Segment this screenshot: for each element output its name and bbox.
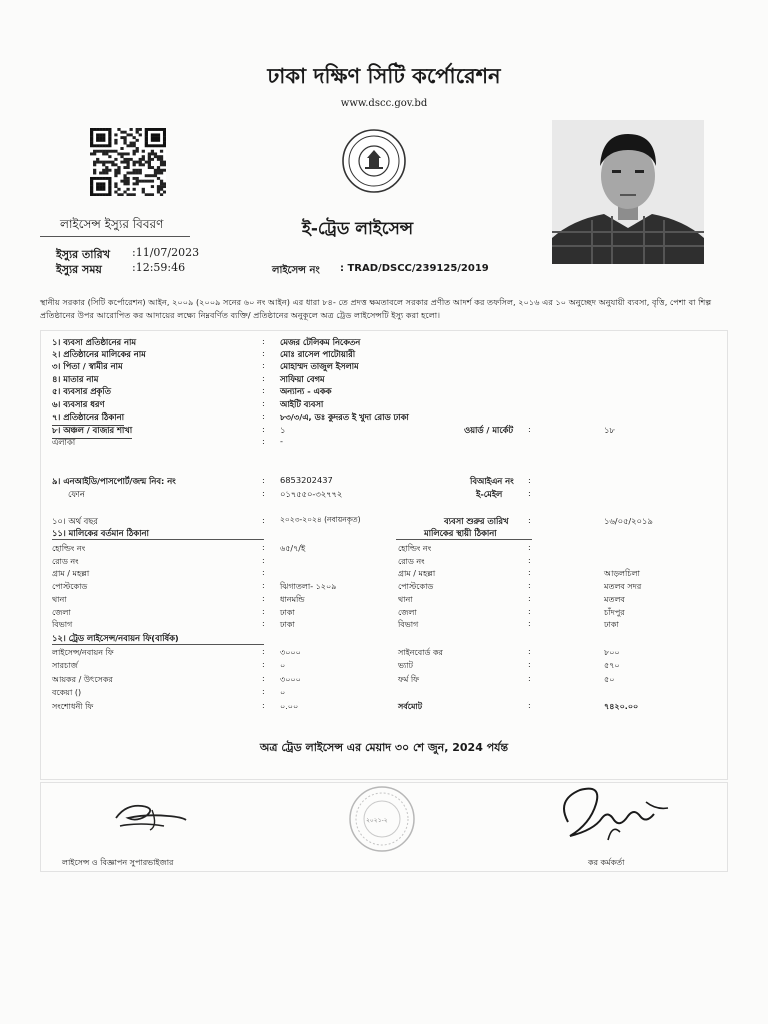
current-address-value: ৬৫/৭/ই bbox=[280, 544, 306, 553]
field-value: মেজর টেলিকম নিকেতন bbox=[280, 337, 361, 347]
business-start-label: ব্যবসা শুরুর তারিখ bbox=[444, 516, 509, 526]
license-number-label: লাইসেন্স নং bbox=[272, 265, 320, 276]
current-address-value: ঢাকা bbox=[280, 620, 295, 630]
fee-label: আয়কর / উৎসেকর bbox=[52, 674, 113, 684]
permanent-address-heading: মালিকের স্থায়ী ঠিকানা bbox=[424, 528, 497, 538]
permanent-address-label: হোল্ডিং নং bbox=[398, 544, 432, 553]
website-url[interactable]: www.dscc.gov.bd bbox=[340, 98, 428, 109]
issue-date-value: :11/07/2023 bbox=[132, 246, 200, 259]
permanent-address-colon: : bbox=[528, 606, 531, 616]
fee-colon: : bbox=[262, 700, 265, 710]
field-label: ৩। পিতা / স্বামীর নাম bbox=[52, 361, 123, 371]
field-value: মোহাম্মদ তাজুল ইসলাম bbox=[280, 361, 359, 371]
permanent-address-colon: : bbox=[528, 568, 531, 578]
issue-time-value: :12:59:46 bbox=[132, 261, 186, 274]
field-value: অন্যান্য - একক bbox=[280, 386, 332, 396]
fee-value: ৩০০০ bbox=[280, 648, 301, 657]
current-address-value: ধানমন্ডি bbox=[280, 594, 305, 604]
field-label: ৭। প্রতিষ্ঠানের ঠিকানা bbox=[52, 411, 124, 426]
fee-extra-label: সাইনবোর্ড কর bbox=[398, 648, 443, 657]
current-address-label: বিভাগ bbox=[52, 620, 73, 630]
zone-colon: : bbox=[262, 424, 265, 434]
current-address-value: ঝিগাতলা- ১২০৯ bbox=[280, 582, 337, 592]
permanent-address-value: ঢাকা bbox=[604, 620, 619, 630]
fee-label: লাইসেন্স/নবায়ন ফি bbox=[52, 648, 114, 657]
fee-value: ০.০০ bbox=[280, 701, 299, 711]
supervisor-caption: লাইসেন্স ও বিজ্ঞাপন সুপারভাইজার bbox=[62, 858, 174, 867]
ward-value: ১৮ bbox=[604, 425, 615, 435]
fee-label: বকেয়া () bbox=[52, 688, 82, 698]
license-preamble: স্থানীয় সরকার (সিটি কর্পোরেশন) আইন, ২০০৯ (২০০৯ সনের ৬০ নং আইন) এর ধারা ৮৪- তে প্রদত্ত ক্ষমতাবলে সরকার প্রণীত আদর্শ কর তফসিল, ২০১৬ এর ১০ অনুচ্ছেদ অনুযায়ী ব্যবসা, বৃত্তি, পেশা বা শিল্প প্রতিষ্ঠানের উপর আরোপিত কর আদায়ের লক্ষ্যে নিম্নবর্ণিত ব্যক্তি/ প্রতিষ্ঠানের অনুকূলে অত্র ট্রেড লাইসেন্সটি ইস্যু করা হলো। bbox=[40, 297, 712, 320]
fiscal-year-colon: : bbox=[262, 515, 265, 525]
fee-extra-colon: : bbox=[528, 647, 531, 656]
field-colon: : bbox=[262, 398, 265, 408]
fee-label: সারচার্জ bbox=[52, 661, 78, 671]
tax-officer-caption: কর কর্মকর্তা bbox=[588, 858, 625, 867]
fee-colon: : bbox=[262, 687, 265, 697]
fee-extra-value: ৫০ bbox=[604, 674, 615, 684]
fee-colon: : bbox=[262, 673, 265, 683]
field-colon: : bbox=[262, 348, 265, 358]
permanent-address-value: আড়লচিলা bbox=[604, 569, 640, 579]
fee-extra-colon: : bbox=[528, 673, 531, 683]
fee-extra-value: ৮০০ bbox=[604, 648, 620, 657]
bin-colon: : bbox=[528, 475, 531, 485]
corporation-seal-icon bbox=[336, 128, 412, 194]
issue-time-label: ইস্যুর সময় bbox=[56, 263, 102, 276]
fee-label: সংশোধনী ফি bbox=[52, 701, 94, 711]
current-address-colon: : bbox=[262, 543, 265, 552]
permanent-address-divider bbox=[396, 539, 532, 540]
permanent-address-label: জেলা bbox=[398, 607, 417, 617]
field-colon: : bbox=[262, 411, 265, 421]
field-value: আইটি ব্যবসা bbox=[280, 399, 324, 409]
current-address-label: হোল্ডিং নং bbox=[52, 544, 86, 553]
current-address-colon: : bbox=[262, 568, 265, 578]
permanent-address-label: পোস্টকোড bbox=[398, 582, 434, 592]
area-colon: : bbox=[262, 436, 265, 446]
current-address-colon: : bbox=[262, 606, 265, 616]
fee-colon: : bbox=[262, 647, 265, 656]
current-address-colon: : bbox=[262, 619, 265, 629]
business-start-value: ১৬/০৫/২০১৯ bbox=[604, 516, 653, 526]
fee-extra-value: ৭৪২০.০০ bbox=[604, 701, 639, 711]
license-title: ই-ট্রেড লাইসেন্স bbox=[302, 219, 414, 239]
field-colon: : bbox=[262, 360, 265, 370]
current-address-label: থানা bbox=[52, 594, 67, 604]
fees-divider bbox=[52, 644, 264, 645]
current-address-colon: : bbox=[262, 555, 265, 565]
fee-extra-value: ৫৭০ bbox=[604, 661, 620, 671]
field-label: ১। ব্যবসা প্রতিষ্ঠানের নাম bbox=[52, 337, 136, 347]
fee-extra-label: ফর্ম ফি bbox=[398, 674, 419, 684]
fee-value: ০ bbox=[280, 688, 286, 698]
permanent-address-value: চাঁদপুর bbox=[604, 607, 625, 617]
fiscal-year-value: ২০২৩-২০২৪ (নবায়নকৃত) bbox=[280, 515, 361, 524]
qr-code-icon bbox=[90, 128, 166, 196]
email-colon: : bbox=[528, 488, 531, 498]
license-number-value: : TRAD/DSCC/239125/2019 bbox=[340, 263, 489, 274]
stamp-text: ২০২১-২ bbox=[366, 817, 388, 824]
permanent-address-colon: : bbox=[528, 593, 531, 603]
nid-label: ৯। এনআইডি/পাসপোর্ট/জন্ম নিব: নং bbox=[52, 476, 176, 486]
permanent-address-colon: : bbox=[528, 581, 531, 591]
field-colon: : bbox=[262, 336, 265, 346]
field-colon: : bbox=[262, 373, 265, 383]
field-value: সাফিয়া বেগম bbox=[280, 374, 325, 384]
zone-label: ৮। অঞ্চল / বাজার শাখা bbox=[52, 424, 132, 439]
owner-photo bbox=[552, 120, 704, 264]
field-label: ২। প্রতিষ্ঠানের মালিকের নাম bbox=[52, 349, 146, 359]
nid-colon: : bbox=[262, 475, 265, 485]
phone-colon: : bbox=[262, 488, 265, 498]
fee-extra-label: ভ্যাট bbox=[398, 661, 413, 671]
field-value: ৮৩/৩/এ, ডঃ কুদরত ই খুদা রোড ঢাকা bbox=[280, 412, 409, 422]
ward-label: ওয়ার্ড / মার্কেট bbox=[464, 425, 513, 435]
permanent-address-colon: : bbox=[528, 619, 531, 629]
current-address-label: পোস্টকোড bbox=[52, 582, 88, 592]
field-colon: : bbox=[262, 385, 265, 395]
field-label: ৫। ব্যবসার প্রকৃতি bbox=[52, 386, 111, 396]
current-address-colon: : bbox=[262, 593, 265, 603]
email-label: ই-মেইল bbox=[476, 489, 503, 499]
business-start-colon: : bbox=[528, 515, 531, 525]
current-address-label: জেলা bbox=[52, 607, 71, 617]
permanent-address-label: রোড নং bbox=[398, 556, 425, 566]
issue-date-label: ইস্যুর তারিখ bbox=[56, 248, 110, 261]
nid-value: 6853202437 bbox=[280, 475, 333, 485]
supervisor-signature bbox=[106, 796, 190, 836]
permanent-address-colon: : bbox=[528, 555, 531, 565]
fee-extra-colon: : bbox=[528, 700, 531, 710]
fee-value: ৩০০০ bbox=[280, 674, 301, 684]
area-label: এলাকা bbox=[52, 437, 76, 447]
fee-extra-label: সর্বমোট bbox=[398, 701, 423, 711]
permanent-address-value: মতলব bbox=[604, 594, 625, 604]
fiscal-year-label: ১০। অর্থ বছর bbox=[52, 516, 98, 526]
fees-heading: ১২। ট্রেড লাইসেন্স/নবায়ন ফি(বার্ষিক) bbox=[52, 633, 179, 643]
corporation-title: ঢাকা দক্ষিণ সিটি কর্পোরেশন bbox=[267, 64, 501, 88]
issue-heading-divider bbox=[40, 236, 190, 237]
fee-value: ০ bbox=[280, 661, 286, 671]
issue-details-heading: লাইসেন্স ইস্যুর বিবরণ bbox=[60, 217, 164, 231]
phone-label: ফোন bbox=[68, 489, 85, 499]
current-address-value: ঢাকা bbox=[280, 607, 295, 617]
bin-label: বিআইএন নং bbox=[470, 476, 514, 486]
field-label: ৬। ব্যবসার ধরণ bbox=[52, 399, 105, 409]
current-address-heading: ১১। মালিকের বর্তমান ঠিকানা bbox=[52, 528, 149, 538]
fee-extra-colon: : bbox=[528, 660, 531, 670]
current-address-label: রোড নং bbox=[52, 556, 79, 566]
field-label: ৪। মাতার নাম bbox=[52, 374, 99, 384]
permanent-address-label: গ্রাম / মহল্লা bbox=[398, 569, 436, 579]
ward-colon: : bbox=[528, 424, 531, 434]
zone-value: ১ bbox=[280, 425, 286, 435]
current-address-colon: : bbox=[262, 581, 265, 591]
permanent-address-value: মতলব সদর bbox=[604, 582, 642, 592]
tax-officer-signature bbox=[550, 780, 674, 852]
license-validity-note: অত্র ট্রেড লাইসেন্স এর মেয়াদ ৩০ শে জুন, 2024 পর্যন্ত bbox=[259, 741, 509, 754]
current-address-label: গ্রাম / মহল্লা bbox=[52, 569, 90, 579]
fee-colon: : bbox=[262, 660, 265, 670]
phone-value: ০১৭৫৫০-৩২৭৭২ bbox=[280, 489, 343, 499]
permanent-address-colon: : bbox=[528, 543, 531, 552]
permanent-address-label: বিভাগ bbox=[398, 620, 419, 630]
field-value: মোঃ রাসেল পাটোয়ারী bbox=[280, 349, 356, 359]
current-address-divider bbox=[52, 539, 264, 540]
area-value: - bbox=[280, 436, 283, 446]
permanent-address-label: থানা bbox=[398, 594, 413, 604]
